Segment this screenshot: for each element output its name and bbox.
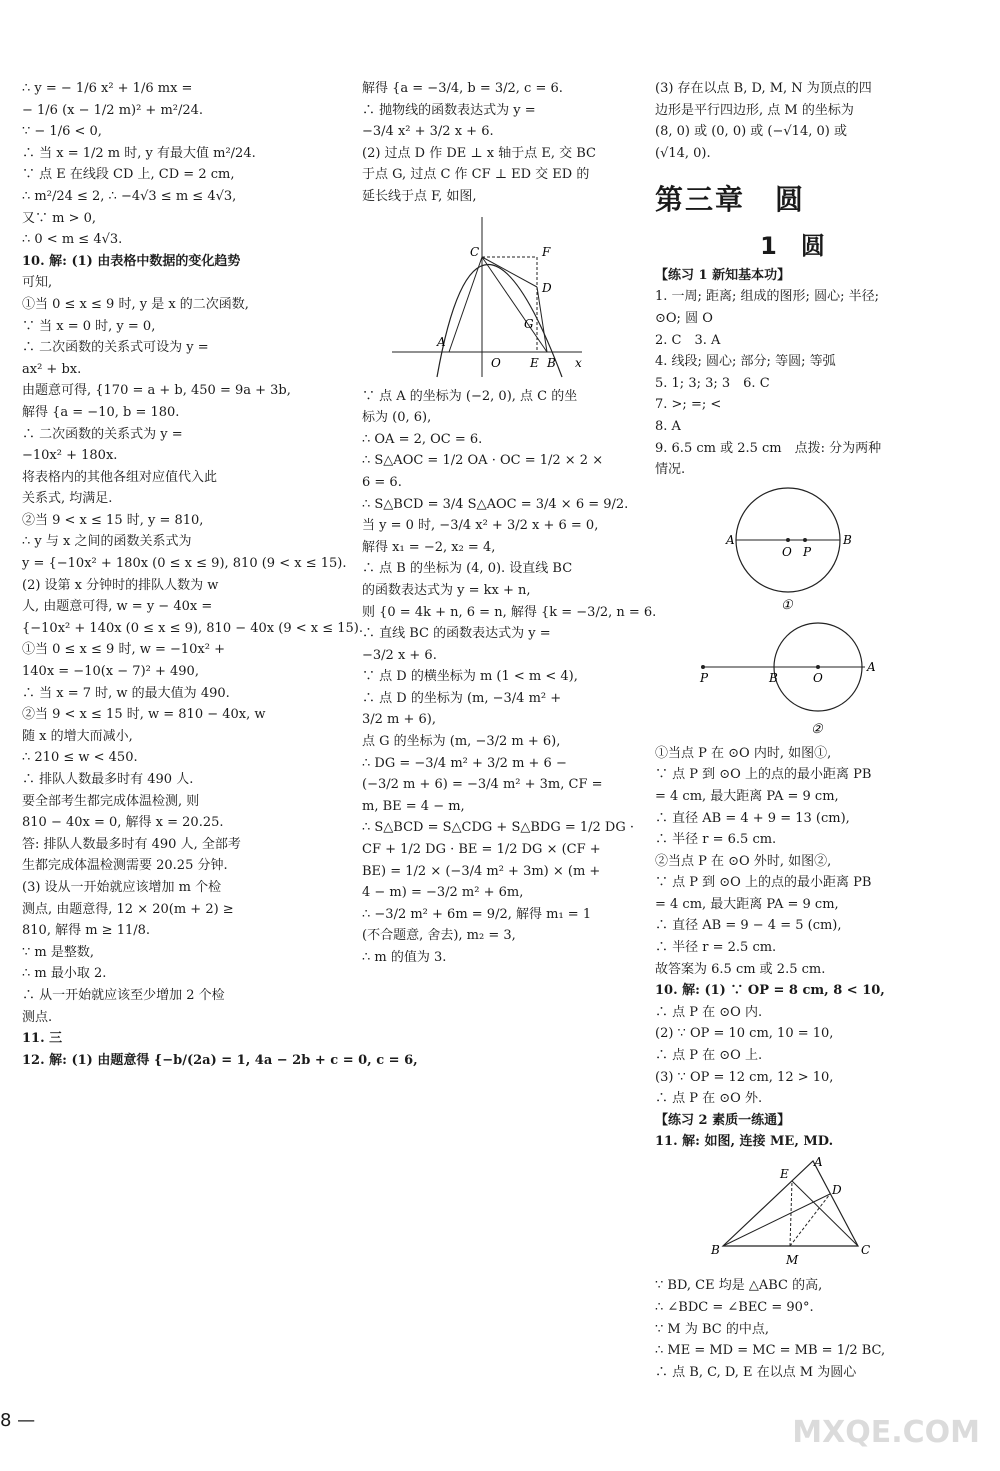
- col2b-line: (不合题意, 舍去), m₂ = 3,: [362, 928, 516, 944]
- col3c-line: = 4 cm, 最大距离 PA = 9 cm,: [655, 896, 839, 912]
- practice-1-heading: 【练习 1 新知基本功】: [655, 268, 791, 284]
- col2b-line: ∴ 点 D 的坐标为 (m, −3/4 m² +: [362, 690, 562, 706]
- col2b-line: CF + 1/2 DG · BE = 1/2 DG × (CF +: [362, 842, 601, 858]
- col3b-line: 9. 6.5 cm 或 2.5 cm 点拨: 分为两种: [655, 440, 882, 456]
- col1-line: 140x = −10(x − 7)² + 490,: [22, 664, 199, 680]
- line-ac: [449, 257, 482, 352]
- col1-line: ②当 9 < x ≤ 15 时, w = 810 − 40x, w: [22, 707, 266, 723]
- fig-2-caption: ②: [810, 721, 823, 737]
- col1-line: ∴ 从一开始就应该至少增加 2 个检: [22, 987, 225, 1003]
- col1-line: y = {−10x² + 180x (0 ≤ x ≤ 9), 810 (9 < x ≤ 15).: [22, 556, 347, 572]
- col3c-line: (2) ∵ OP = 10 cm, 10 = 10,: [655, 1026, 834, 1042]
- watermark: MXQE.COM: [792, 1415, 980, 1450]
- col2b-line: ∴ S△BCD = S△CDG + S△BDG = 1/2 DG ·: [362, 820, 634, 836]
- col3c-line: ∴ 直径 AB = 9 − 4 = 5 (cm),: [655, 918, 842, 934]
- col1-line: ①当 0 ≤ x ≤ 9 时, y 是 x 的二次函数,: [22, 296, 249, 312]
- col1-line: 答: 排队人数最多时有 490 人, 全部考: [22, 836, 241, 852]
- col3b-line: 7. >; =; <: [655, 397, 722, 413]
- col1-line: ①当 0 ≤ x ≤ 9 时, w = −10x² +: [22, 642, 226, 658]
- col3e-line: ∴ ∠BDC = ∠BEC = 90°.: [655, 1300, 814, 1315]
- col1-line: ∵ 当 x = 0 时, y = 0,: [22, 318, 156, 334]
- col3a-line: 边形是平行四边形, 点 M 的坐标为: [655, 102, 854, 118]
- col3a-line: (3) 存在以点 B, D, M, N 为顶点的四: [655, 81, 872, 96]
- col3a-line: (√14, 0).: [655, 145, 711, 161]
- col2b-line: ∴ S△BCD = 3/4 S△AOC = 3/4 × 6 = 9/2.: [362, 496, 629, 512]
- col3c-line: ∵ 点 P 到 ⊙O 上的点的最小距离 PB: [655, 767, 872, 783]
- col2b-line: ∴ m 的值为 3.: [362, 950, 447, 965]
- label-x: x: [575, 355, 582, 370]
- col3c-line: ①当点 P 在 ⊙O 内时, 如图①,: [655, 745, 832, 761]
- label-a-2: A: [866, 659, 876, 674]
- col1-line: 又∵ m > 0,: [22, 210, 97, 226]
- col3b-line: ⊙O; 圆 O: [655, 310, 713, 326]
- label-b-1: B: [842, 532, 852, 547]
- col3e-line: ∵ BD, CE 均是 △ABC 的高,: [655, 1278, 823, 1294]
- col1-line: (2) 设第 x 分钟时的排队人数为 w: [22, 577, 219, 593]
- col2a-line: 于点 G, 过点 C 作 CF ⊥ ED 交 ED 的: [362, 167, 590, 183]
- col3b-line: 2. C 3. A: [655, 332, 721, 348]
- segment-md: [790, 1194, 830, 1246]
- label-e-3: E: [779, 1167, 789, 1182]
- label-c-3: C: [860, 1243, 870, 1258]
- circle-figure-2: [693, 619, 893, 739]
- col1-line: ②当 9 < x ≤ 15 时, y = 810,: [22, 512, 204, 528]
- line-cd: [482, 257, 537, 287]
- col2b-line: 6 = 6.: [362, 474, 402, 490]
- col3-solution: [655, 743, 930, 1110]
- col1-line: 解得 {a = −10, b = 180.: [22, 404, 180, 420]
- label-f: F: [542, 244, 551, 259]
- col3e-line: ∴ ME = MD = MC = MB = 1/2 BC,: [655, 1343, 886, 1359]
- col2b-line: 标为 (0, 6),: [362, 410, 432, 426]
- col2b-line: −3/2 x + 6.: [362, 647, 437, 663]
- circle-figure-1: [723, 485, 863, 615]
- col3c-line: ∴ 半径 r = 6.5 cm.: [655, 832, 777, 848]
- column-right: [655, 78, 930, 1383]
- col1-line: 测点.: [22, 1009, 53, 1025]
- col1-line: 由题意可得, {170 = a + b, 450 = 9a + 3b,: [22, 383, 291, 399]
- col1-line: −10x² + 180x.: [22, 448, 118, 464]
- col2b-line: ∴ OA = 2, OC = 6.: [362, 431, 483, 447]
- col2b-line: ∵ 点 A 的坐标为 (−2, 0), 点 C 的坐: [362, 388, 578, 404]
- col3b-line: 1. 一周; 距离; 组成的图形; 圆心; 半径;: [655, 289, 879, 305]
- chapter-title: 第三章 圆: [655, 183, 806, 217]
- triangle-figure: [708, 1156, 878, 1271]
- col3c-line: ∴ 点 P 在 ⊙O 内.: [655, 1004, 763, 1020]
- col3b-line: 情况.: [655, 462, 686, 478]
- col1-line: 要全部考生都完成体温检测, 则: [22, 793, 200, 809]
- parabola-figure: [387, 212, 587, 382]
- col2b-line: 当 y = 0 时, −3/4 x² + 3/2 x + 6 = 0,: [362, 518, 599, 534]
- label-o-2: O: [812, 670, 823, 685]
- col1-line: 810 − 40x = 0, 解得 x = 20.25.: [22, 815, 224, 831]
- practice-2-heading: 【练习 2 素质一练通】: [655, 1112, 791, 1128]
- center-o-1: [786, 538, 790, 542]
- label-g: G: [524, 316, 534, 331]
- col1-line: ∴ m 最小取 2.: [22, 966, 107, 982]
- point-p-2: [701, 665, 705, 669]
- label-b: B: [547, 355, 556, 370]
- label-o: O: [491, 355, 501, 370]
- col3c-line: ∴ 直径 AB = 4 + 9 = 13 (cm),: [655, 810, 850, 826]
- col2b-line: ∴ S△AOC = 1/2 OA · OC = 1/2 × 2 ×: [362, 453, 604, 469]
- label-b-3: B: [710, 1243, 720, 1258]
- line-db: [537, 287, 547, 352]
- col3c-line: 故答案为 6.5 cm 或 2.5 cm.: [655, 961, 826, 977]
- section-title: 1 圆: [760, 232, 825, 261]
- point-p-1: [803, 538, 807, 542]
- col1-line: ∴ 当 x = 1/2 m 时, y 有最大值 m²/24.: [22, 145, 256, 161]
- col1-line: 10. 解: (1) 由表格中数据的变化趋势: [22, 253, 241, 269]
- center-o-2: [816, 665, 820, 669]
- label-a-1: A: [725, 532, 735, 547]
- col3c-line: = 4 cm, 最大距离 PA = 9 cm,: [655, 788, 839, 804]
- col1-line: ∴ 排队人数最多时有 490 人.: [22, 772, 194, 787]
- col1-line: {−10x² + 140x (0 ≤ x ≤ 9), 810 − 40x (9 < x ≤ 15).: [22, 620, 363, 636]
- col1-line: (3) 设从一开始就应该增加 m 个检: [22, 879, 222, 895]
- col3c-line: ∴ 点 P 在 ⊙O 外.: [655, 1091, 763, 1107]
- col3e-line: ∵ M 为 BC 的中点,: [655, 1321, 769, 1337]
- col1-line: 生都完成体温检测需要 20.25 分钟.: [22, 858, 228, 874]
- col1-line: 将表格内的其他各组对应值代入此: [22, 469, 218, 485]
- col2b-line: 则 {0 = 4k + n, 6 = n, 解得 {k = −3/2, n = 6.: [362, 604, 657, 620]
- col3-q11: [655, 1131, 930, 1153]
- altitude-bd: [723, 1194, 830, 1246]
- col2b-line: 点 G 的坐标为 (m, −3/2 m + 6),: [362, 734, 561, 750]
- label-a: A: [437, 334, 446, 349]
- col1-line: 关系式, 均满足.: [22, 491, 113, 507]
- col2b-line: 解得 x₁ = −2, x₂ = 4,: [362, 539, 496, 555]
- label-d-3: D: [831, 1183, 842, 1198]
- col1-line: 11. 三: [22, 1031, 63, 1047]
- fig-1-caption: ①: [780, 597, 793, 613]
- col1-line: ∴ y = − 1/6 x² + 1/6 mx =: [22, 81, 193, 96]
- col2b-line: ∴ −3/2 m² + 6m = 9/2, 解得 m₁ = 1: [362, 906, 592, 922]
- col3c-line: 10. 解: (1) ∵ OP = 8 cm, 8 < 10,: [655, 983, 885, 999]
- col3-q11-solution: [655, 1275, 930, 1383]
- col2-bottom-text: [362, 386, 657, 969]
- col1-line: ∵ − 1/6 < 0,: [22, 124, 102, 140]
- col2b-line: ∴ DG = −3/4 m² + 3/2 m + 6 −: [362, 755, 567, 771]
- label-o-1: O: [781, 544, 792, 559]
- col3c-line: ∴ 半径 r = 2.5 cm.: [655, 940, 777, 956]
- col1-line: 人, 由题意可得, w = y − 40x =: [22, 599, 213, 615]
- col2b-line: BE) = 1/2 × (−3/4 m² + 3m) × (m +: [362, 863, 601, 879]
- col1-line: ∵ 点 E 在线段 CD 上, CD = 2 cm,: [22, 167, 235, 183]
- col3d-line: 11. 解: 如图, 连接 ME, MD.: [655, 1133, 834, 1149]
- col1-line: ∴ 0 < m ≤ 4√3.: [22, 232, 123, 248]
- col2b-line: m, BE = 4 − m,: [362, 798, 465, 814]
- col1-line: ax² + bx.: [22, 361, 82, 377]
- col1-line: 12. 解: (1) 由题意得 {−b/(2a) = 1, 4a − 2b + c = 0, c = 6,: [22, 1052, 418, 1068]
- col1-line: ∴ y 与 x 之间的函数关系式为: [22, 534, 192, 550]
- col2b-line: ∴ 直线 BC 的函数表达式为 y =: [362, 626, 551, 642]
- col2-top-text: [362, 78, 612, 208]
- col2b-line: 的函数表达式为 y = kx + n,: [362, 582, 531, 598]
- col2a-line: (2) 过点 D 作 DE ⊥ x 轴于点 E, 交 BC: [362, 145, 596, 161]
- page-number: 8 —: [0, 1410, 36, 1431]
- col1-line: 随 x 的增大而减小,: [22, 728, 133, 744]
- col3-top-text: [655, 78, 930, 164]
- column-middle: [362, 78, 657, 969]
- col2a-line: 解得 {a = −3/4, b = 3/2, c = 6.: [362, 81, 563, 96]
- label-a-3: A: [813, 1156, 823, 1170]
- col2b-line: (−3/2 m + 6) = −3/4 m² + 3m, CF =: [362, 777, 603, 793]
- col2a-line: ∴ 抛物线的函数表达式为 y =: [362, 102, 536, 118]
- label-m-3: M: [785, 1253, 798, 1268]
- label-e: E: [530, 355, 539, 370]
- col2b-line: ∵ 点 D 的横坐标为 m (1 < m < 4),: [362, 669, 578, 685]
- col2a-line: −3/4 x² + 3/2 x + 6.: [362, 124, 494, 140]
- label-b-2: B: [768, 670, 778, 685]
- label-p-2: P: [699, 670, 708, 685]
- col3b-line: 5. 1; 3; 3; 3 6. C: [655, 375, 770, 391]
- col3c-line: (3) ∵ OP = 12 cm, 12 > 10,: [655, 1069, 834, 1085]
- col3c-line: ②当点 P 在 ⊙O 外时, 如图②,: [655, 853, 832, 869]
- col2b-line: 3/2 m + 6),: [362, 712, 437, 728]
- col1-line: ∴ 二次函数的关系式可设为 y =: [22, 340, 209, 356]
- col1-line: ∴ 当 x = 7 时, w 的最大值为 490.: [22, 685, 230, 701]
- col1-line: 可知,: [22, 275, 53, 291]
- label-c: C: [470, 244, 480, 259]
- col1-line: ∴ m²/24 ≤ 2, ∴ −4√3 ≤ m ≤ 4√3,: [22, 188, 237, 204]
- col3b-line: 8. A: [655, 418, 681, 434]
- label-d: D: [542, 280, 552, 295]
- col3c-line: ∵ 点 P 到 ⊙O 上的点的最小距离 PB: [655, 875, 872, 891]
- col1-line: − 1/6 (x − 1/2 m)² + m²/24.: [22, 102, 204, 118]
- label-p-1: P: [802, 544, 811, 559]
- col2b-line: ∴ 点 B 的坐标为 (4, 0). 设直线 BC: [362, 561, 573, 577]
- col3a-line: (8, 0) 或 (0, 0) 或 (−√14, 0) 或: [655, 124, 847, 140]
- col1-line: ∴ 二次函数的关系式为 y =: [22, 426, 183, 442]
- altitude-ce: [792, 1181, 858, 1246]
- col1-line: 810, 解得 m ≥ 11/8.: [22, 923, 151, 939]
- col1-line: ∴ 210 ≤ w < 450.: [22, 750, 138, 766]
- col3c-line: ∴ 点 P 在 ⊙O 上.: [655, 1048, 763, 1064]
- col3-answers: [655, 286, 930, 480]
- col1-line: 测点, 由题意得, 12 × 20(m + 2) ≥: [22, 901, 234, 917]
- col1-line: ∵ m 是整数,: [22, 944, 94, 960]
- col3b-line: 4. 线段; 圆心; 部分; 等圆; 等弧: [655, 354, 836, 370]
- col2b-line: 4 − m) = −3/2 m² + 6m,: [362, 885, 524, 901]
- col3e-line: ∴ 点 B, C, D, E 在以点 M 为圆心: [655, 1364, 857, 1380]
- col2a-line: 延长线于点 F, 如图,: [362, 188, 477, 204]
